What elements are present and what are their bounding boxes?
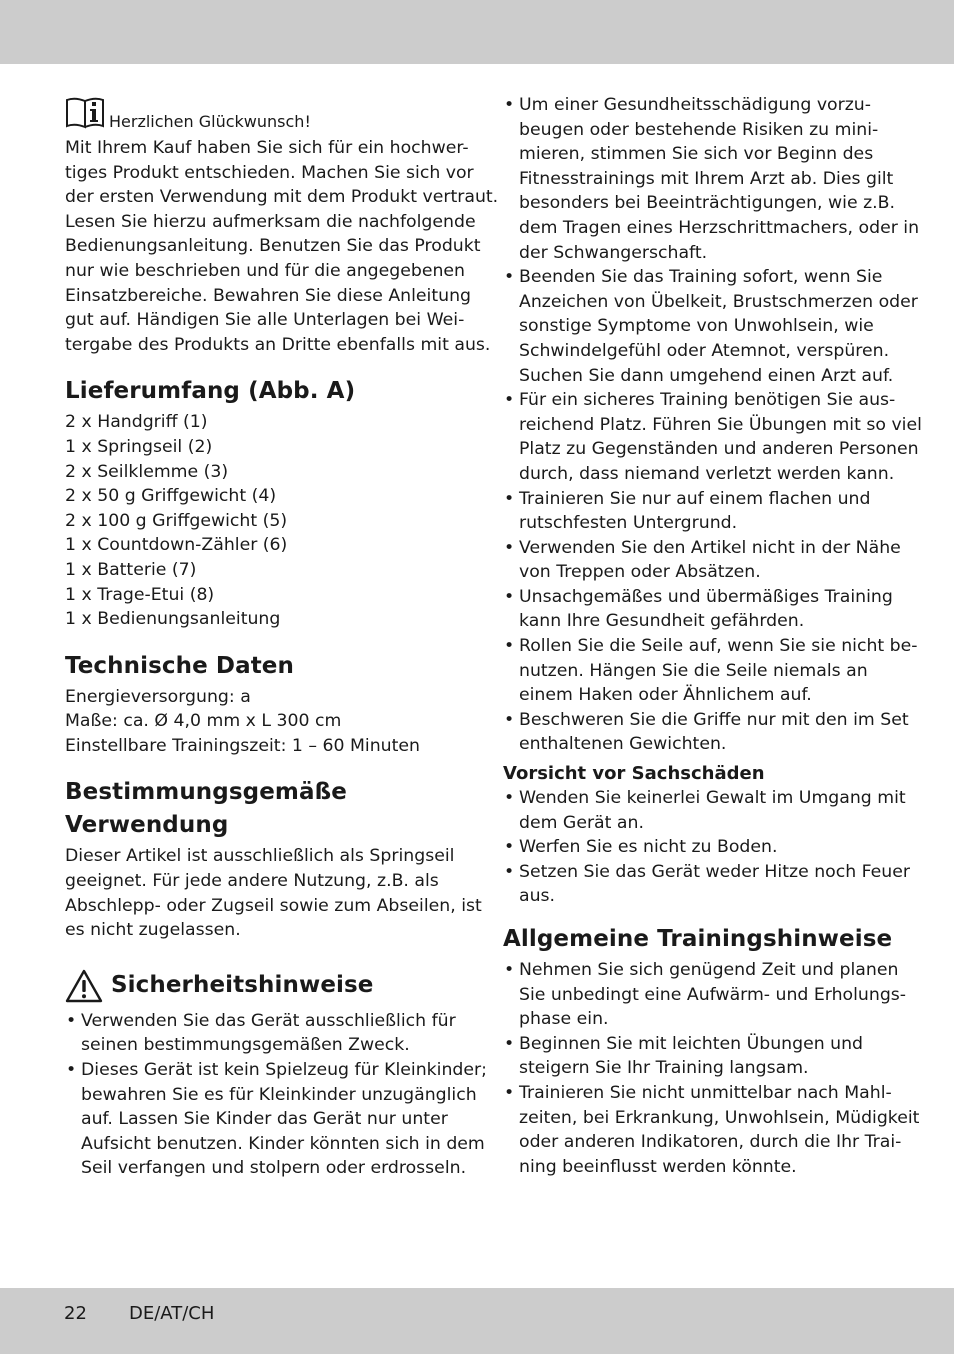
warning-triangle-icon	[65, 969, 103, 1003]
usage-paragraph	[65, 844, 482, 942]
text-line: rutschfesten Untergrund.	[519, 513, 738, 534]
text-line: • Wenden Sie keinerlei Gewalt im Umgang mit	[519, 788, 906, 809]
text-line: reichend Platz. Führen Sie Übungen mit so viel	[519, 414, 922, 435]
text-line: nur wie beschrieben und für die angegebenen	[65, 260, 465, 281]
property-list	[503, 786, 910, 909]
scope-heading: Lieferumfang (Abb. A)	[65, 378, 356, 405]
list-item	[503, 536, 901, 585]
list-item	[503, 265, 918, 388]
training-heading: Allgemeine Trainingshinweise	[503, 926, 893, 952]
text-line: • Für ein sicheres Training benötigen Sie aus-	[519, 390, 896, 411]
scope-item: 2 x 100 g Griffgewicht (5)	[65, 510, 288, 531]
list-item	[503, 708, 909, 757]
list-item	[503, 958, 907, 1032]
text-line: Abschlepp- oder Zugseil sowie zum Abseilen, ist	[65, 895, 482, 916]
text-line: Lesen Sie hierzu aufmerksam die nachfolgende	[65, 211, 476, 232]
safety-heading: Sicherheitshinweise	[111, 972, 374, 999]
text-line: Bedienungsanleitung. Benutzen Sie das Produkt	[65, 236, 481, 257]
text-line: aus.	[519, 886, 556, 907]
usage-heading-line: Verwendung	[65, 812, 229, 839]
text-line: Einsatzbereiche. Bewahren Sie diese Anleitung	[65, 285, 471, 306]
safety-list-left	[65, 1009, 487, 1181]
info-book-icon	[65, 96, 107, 130]
text-line: • Um einer Gesundheitsschädigung vorzu-	[519, 95, 871, 115]
text-line: • Trainieren Sie nur auf einem flachen und	[519, 488, 871, 509]
tech-heading: Technische Daten	[65, 652, 294, 679]
scope-item: 2 x Handgriff (1)	[65, 412, 208, 433]
text-line: • Werfen Sie es nicht zu Boden.	[519, 837, 778, 858]
list-item	[503, 835, 898, 860]
scope-item: 1 x Bedienungsanleitung	[65, 609, 281, 630]
intro-paragraph	[65, 136, 499, 357]
text-line: gut auf. Händigen Sie alle Unterlagen bei Wei-	[65, 310, 465, 331]
safety-heading-row	[65, 969, 460, 1003]
region-label: DE/AT/CH	[129, 1303, 215, 1324]
text-line: zeiten, bei Erkrankung, Unwohlsein, Müdigkeit	[519, 1107, 920, 1128]
text-line: tiges Produkt entschieden. Machen Sie sich vor	[65, 162, 474, 183]
scope-item: 1 x Springseil (2)	[65, 436, 213, 457]
page-number: 22	[64, 1303, 87, 1324]
safety-list-right	[503, 93, 922, 757]
text-line: • Beschweren Sie die Griffe nur mit den im Set	[519, 709, 909, 730]
scope-item: 2 x Seilklemme (3)	[65, 461, 229, 482]
list-item	[503, 860, 910, 909]
usage-heading	[65, 776, 460, 842]
tech-line: Maße: ca. Ø 4,0 mm x L 300 cm	[65, 711, 342, 732]
text-line: • Rollen Sie die Seile auf, wenn Sie sie nicht be-	[519, 636, 918, 657]
text-line: durch, dass niemand verletzt werden kann.	[519, 463, 895, 484]
text-line: Seil verfangen und stolpern oder erdrosseln.	[81, 1158, 467, 1179]
intro-title: Herzlichen Glückwunsch!	[109, 112, 311, 131]
text-line: kann Ihre Gesundheit gefährden.	[519, 611, 805, 632]
text-line: bewahren Sie es für Kleinkinder unzugänglich	[81, 1084, 477, 1105]
right-column	[503, 93, 922, 1179]
text-line: beugen oder bestehende Risiken zu mini-	[519, 119, 879, 140]
text-line: Dieser Artikel ist ausschließlich als Springseil	[65, 846, 455, 867]
text-line: enthaltenen Gewichten.	[519, 734, 727, 755]
list-item	[503, 388, 922, 486]
list-item	[503, 1032, 898, 1081]
text-line: • Setzen Sie das Gerät weder Hitze noch Feuer	[519, 861, 910, 882]
text-line: mieren, stimmen Sie sich vor Beginn des	[519, 144, 874, 165]
scope-list	[65, 410, 460, 631]
text-line: auf. Lassen Sie Kinder das Gerät nur unter	[81, 1109, 448, 1130]
text-line: dem Tragen eines Herzschrittmachers, oder in	[519, 217, 920, 238]
list-item	[65, 1009, 460, 1058]
tech-data	[65, 685, 460, 759]
scope-item: 1 x Batterie (7)	[65, 559, 197, 580]
text-line: • Trainieren Sie nicht unmittelbar nach Mahl-	[519, 1082, 892, 1103]
list-item	[503, 786, 906, 835]
text-line: ning beeinflusst werden könnte.	[519, 1156, 797, 1177]
text-line: • Beginnen Sie mit leichten Übungen und	[519, 1033, 864, 1054]
text-line: Schwindelgefühl oder Atemnot, verspüren.	[519, 340, 890, 361]
list-item	[503, 585, 898, 634]
training-list	[503, 958, 920, 1179]
scope-item: 1 x Countdown-Zähler (6)	[65, 535, 288, 556]
list-item	[503, 487, 898, 536]
text-line: Fitnesstrainings mit Ihrem Arzt ab. Dies gilt	[519, 168, 894, 189]
text-line: geeignet. Für jede andere Nutzung, z.B. als	[65, 871, 439, 892]
text-line: Platz zu Gegenständen und anderen Personen	[519, 439, 919, 460]
text-line: der Schwangerschaft.	[519, 242, 708, 263]
text-line: Anzeichen von Übelkeit, Brustschmerzen oder	[519, 291, 918, 312]
left-column	[65, 96, 499, 1181]
text-line: Aufsicht benutzen. Kinder könnten sich in dem	[81, 1133, 485, 1154]
list-item	[503, 1081, 920, 1179]
list-item	[65, 1058, 487, 1181]
text-line: einem Haken oder Ähnlichem auf.	[519, 685, 812, 706]
text-line: von Treppen oder Absätzen.	[519, 562, 761, 583]
text-line: der ersten Verwendung mit dem Produkt vertraut.	[65, 187, 499, 208]
tech-line: Einstellbare Trainingszeit: 1 – 60 Minuten	[65, 735, 420, 756]
text-line: • Nehmen Sie sich genügend Zeit und planen	[519, 960, 899, 980]
text-line: sonstige Symptome von Unwohlsein, wie	[519, 316, 874, 337]
text-line: dem Gerät an.	[519, 812, 644, 833]
list-item	[503, 634, 918, 708]
intro-heading-row	[65, 96, 460, 136]
scope-item: 1 x Trage-Etui (8)	[65, 584, 215, 605]
text-line: Mit Ihrem Kauf haben Sie sich für ein hochwer-	[65, 138, 469, 158]
text-line: • Verwenden Sie das Gerät ausschließlich für	[81, 1010, 456, 1031]
text-line: besonders bei Beeinträchtigungen, wie z.B.	[519, 193, 895, 214]
text-line: tergabe des Produkts an Dritte ebenfalls mit aus.	[65, 334, 491, 355]
header-band	[0, 0, 954, 64]
text-line: Suchen Sie dann umgehend einen Arzt auf.	[519, 365, 894, 386]
text-line: es nicht zugelassen.	[65, 920, 241, 941]
text-line: • Verwenden Sie den Artikel nicht in der Nähe	[519, 537, 901, 558]
text-line: • Unsachgemäßes und übermäßiges Training	[519, 586, 893, 607]
list-item	[503, 93, 920, 265]
property-heading: Vorsicht vor Sachschäden	[503, 763, 765, 785]
tech-line: Energieversorgung: a	[65, 686, 251, 707]
text-line: • Dieses Gerät ist kein Spielzeug für Kleinkinder;	[81, 1060, 487, 1081]
scope-item: 2 x 50 g Griffgewicht (4)	[65, 486, 277, 507]
text-line: oder anderen Indikatoren, durch die Ihr Trai-	[519, 1132, 902, 1153]
text-line: seinen bestimmungsgemäßen Zweck.	[81, 1035, 410, 1056]
text-line: nutzen. Hängen Sie die Seile niemals an	[519, 660, 868, 681]
text-line: phase ein.	[519, 1009, 609, 1030]
text-line: Sie unbedingt eine Aufwärm- und Erholungs-	[519, 984, 907, 1005]
usage-heading-line: Bestimmungsgemäße	[65, 779, 347, 806]
text-line: • Beenden Sie das Training sofort, wenn Sie	[519, 267, 883, 288]
text-line: steigern Sie Ihr Training langsam.	[519, 1058, 809, 1079]
